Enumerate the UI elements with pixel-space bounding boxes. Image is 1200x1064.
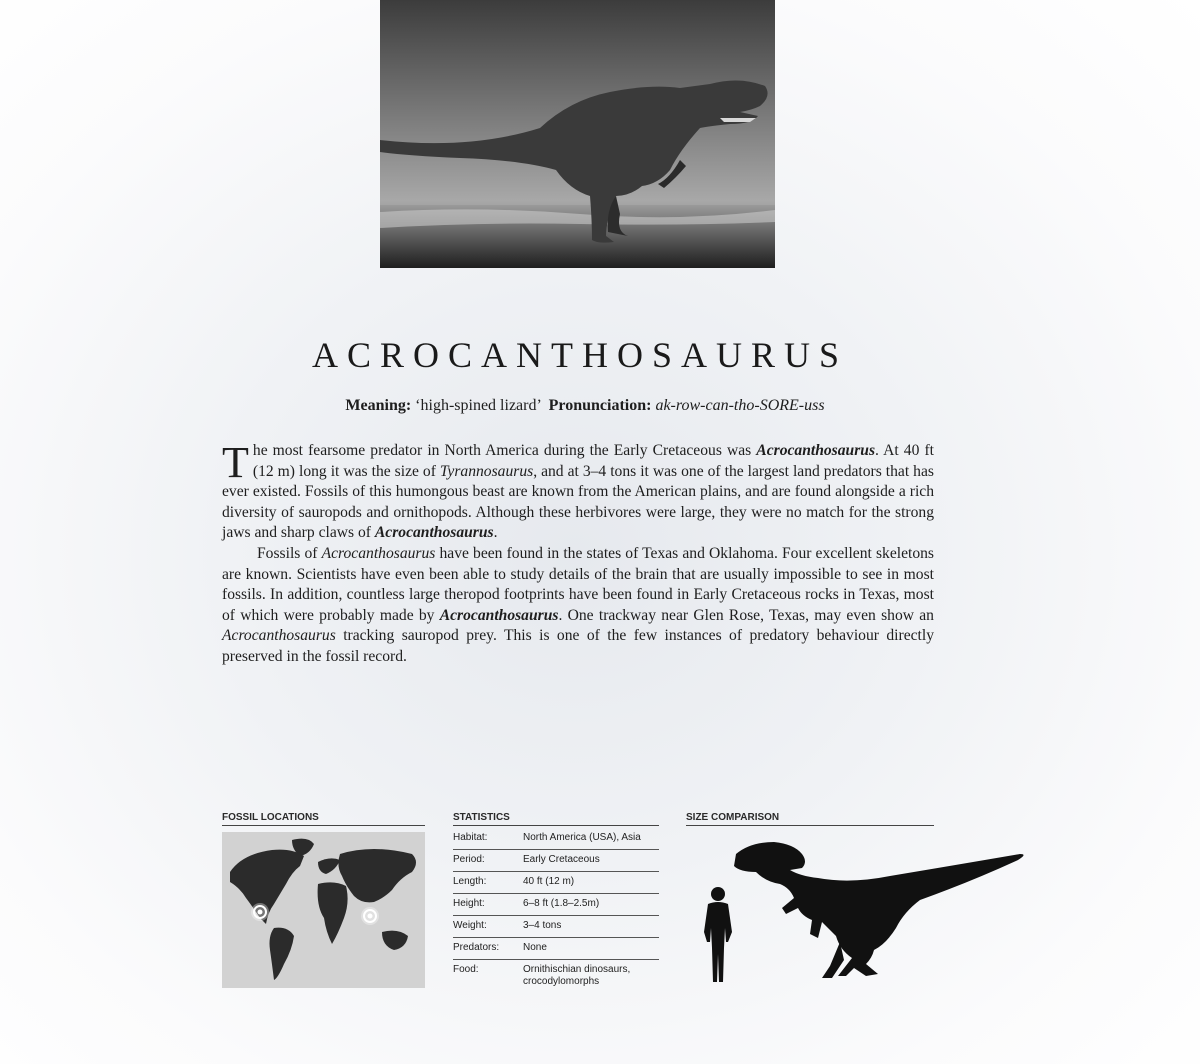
text-run: . At 40 ft (12 m) long it was the size of	[252, 442, 934, 480]
stat-row	[453, 894, 659, 916]
pronunciation-label: Pronunciation:	[548, 397, 652, 414]
statistics-heading: STATISTICS	[453, 812, 659, 826]
text-run: have been found in the states of Texas and Oklahoma. Four excellent skeletons are known. Scientists have even been able to study details of the brain that are usually impossible to see in most fossils. In addition, countless large theropod footprints have been found in Early Cretaceous rocks in Texas, most of which were probably made by	[222, 544, 934, 624]
text-run: he most fearsome predator in North America during the Early Cretaceous was	[252, 442, 757, 459]
stat-label: Habitat:	[453, 832, 488, 843]
paragraph-1	[222, 438, 934, 544]
pronunciation-value: ak-row-can-tho-SORE-uss	[655, 397, 825, 414]
meaning-label: Meaning:	[345, 397, 412, 414]
species-name: Acrocanthosaurus	[374, 524, 494, 542]
stat-value: North America (USA), Asia	[523, 832, 641, 843]
page-title: ACROCANTHOSAURUS	[311, 335, 849, 375]
species-name: Acrocanthosaurus	[222, 627, 336, 645]
dinosaur-photo	[380, 0, 775, 268]
text-run: , and at 3–4 tons it was one of the largest land predators that has ever existed. Fossils of this humongous beast are known from the American plains, and are found alongside a rich diversity of sauropods and ornithopods. Although these herbivores were large, they were no match for the strong jaws and sharp claws of	[222, 462, 934, 542]
meaning-line	[0, 397, 1170, 415]
size-comparison-graphic	[690, 832, 1050, 1002]
species-name: Acrocanthosaurus	[439, 606, 559, 624]
meaning-value: ‘high-spined lizard’	[415, 397, 541, 414]
location-marker-asia	[361, 907, 379, 925]
stat-row	[453, 850, 659, 872]
fossil-locations-heading: FOSSIL LOCATIONS	[222, 812, 425, 826]
statistics-table	[453, 828, 659, 993]
text-run: . One trackway near Glen Rose, Texas, may even show an	[558, 606, 934, 624]
stat-value: 6–8 ft (1.8–2.5m)	[523, 898, 600, 909]
stat-label: Height:	[453, 898, 485, 909]
stat-row	[453, 828, 659, 850]
location-marker-north-america	[251, 903, 269, 921]
stat-row	[453, 916, 659, 938]
stat-row	[453, 938, 659, 960]
article-body	[222, 438, 934, 668]
stat-label: Predators:	[453, 942, 500, 953]
stat-value: Early Cretaceous	[523, 854, 600, 865]
stat-value: 40 ft (12 m)	[523, 876, 575, 887]
text-run: tracking sauropod prey. This is one of the few instances of predatory behaviour directly preserved in the fossil record.	[222, 627, 934, 665]
text-run: Fossils of	[257, 544, 322, 562]
fossil-locations-map	[222, 832, 425, 988]
paragraph-2	[222, 544, 934, 668]
size-comparison-heading: SIZE COMPARISON	[686, 812, 934, 826]
human-silhouette-icon	[704, 887, 732, 982]
world-map-icon	[222, 832, 425, 988]
stat-label: Food:	[453, 964, 479, 975]
acrocanthosaurus-silhouette-icon	[734, 842, 1024, 978]
stat-label: Weight:	[453, 920, 487, 931]
acrocanthosaurus-illustration	[380, 0, 775, 268]
stat-row	[453, 960, 659, 993]
text-run: .	[493, 524, 498, 542]
stat-label: Length:	[453, 876, 487, 887]
stat-value: 3–4 tons	[523, 920, 562, 931]
species-name: Acrocanthosaurus	[756, 442, 876, 459]
stat-value: None	[523, 942, 547, 953]
species-name: Acrocanthosaurus	[321, 544, 436, 562]
stat-value: Ornithischian dinosaurs, crocodylomorphs	[523, 964, 631, 987]
stat-label: Period:	[453, 854, 485, 865]
stat-row	[453, 872, 659, 894]
species-name: Tyrannosaurus	[439, 462, 534, 480]
drop-cap: T	[222, 438, 249, 487]
